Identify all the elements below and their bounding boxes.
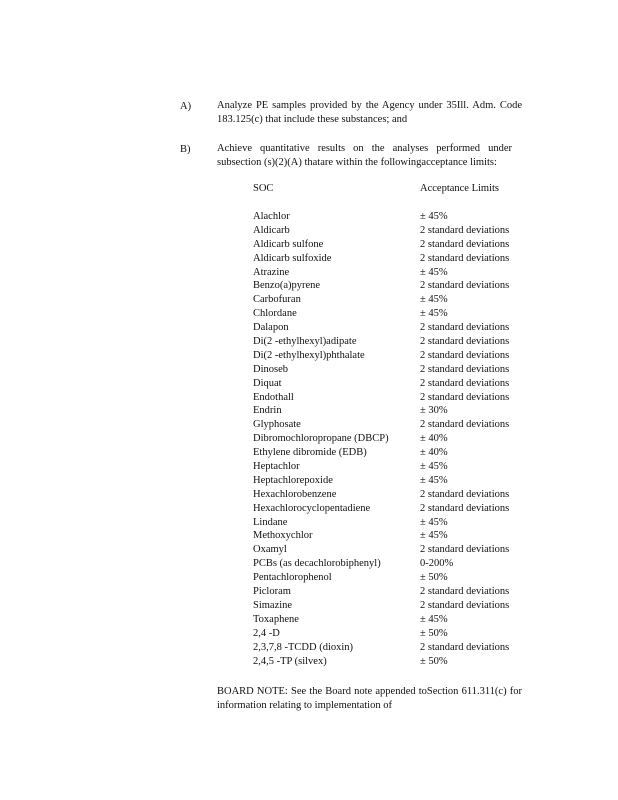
- soc-name: Pentachlorophenol: [253, 572, 332, 584]
- soc-name: 2,4 -D: [253, 627, 280, 639]
- table-row: [253, 391, 543, 405]
- acceptance-limit: ± 30%: [420, 405, 448, 417]
- acceptance-limit: 2 standard deviations: [420, 488, 510, 500]
- item-b-label: B): [180, 144, 191, 155]
- table-row: [253, 252, 543, 266]
- acceptance-limit: ± 45%: [420, 266, 448, 278]
- acceptance-limit: ± 45%: [420, 461, 448, 473]
- soc-name: Aldicarb sulfone: [253, 238, 324, 250]
- soc-name: Carbofuran: [253, 294, 301, 306]
- acceptance-limit: ± 50%: [420, 627, 448, 639]
- item-a-label: A): [180, 101, 192, 112]
- soc-name: Heptachlorepoxide: [253, 474, 333, 486]
- table-row: [253, 266, 543, 280]
- acceptance-limit: 2 standard deviations: [420, 224, 510, 236]
- acceptance-limit: 2 standard deviations: [420, 586, 510, 598]
- soc-name: Simazine: [253, 599, 293, 611]
- acceptance-limit: ± 50%: [420, 572, 448, 584]
- soc-name: PCBs (as decachlorobiphenyl): [253, 558, 381, 570]
- acceptance-limit: ± 45%: [420, 211, 448, 222]
- table-row: [253, 210, 543, 224]
- table-row: [253, 655, 543, 669]
- table-row: [253, 488, 543, 502]
- table-row: [253, 529, 543, 543]
- acceptance-limit: 2 standard deviations: [420, 599, 510, 611]
- acceptance-limit: 2 standard deviations: [420, 363, 510, 375]
- table-row: [253, 543, 543, 557]
- soc-name: Chlordane: [253, 308, 297, 320]
- acceptance-limit: 2 standard deviations: [420, 502, 510, 514]
- acceptance-limit: ± 40%: [420, 433, 448, 445]
- item-b-text: Achieve quantitative results on the analyses performed under subsection (s)(2)(A) thatare within the followingacceptance limits:: [217, 143, 512, 168]
- table-row: [253, 627, 543, 641]
- item-a-text: Analyze PE samples provided by the Agency under 35Ill. Adm. Code 183.125(c) that include these substances; and: [217, 100, 522, 125]
- header-acceptance-limits: Acceptance Limits: [420, 183, 500, 194]
- table-row: [253, 641, 543, 655]
- soc-name: Dalapon: [253, 322, 289, 334]
- table-row: [253, 557, 543, 571]
- table-row: [253, 377, 543, 391]
- acceptance-limit: 2 standard deviations: [420, 322, 510, 334]
- soc-name: Aldicarb sulfoxide: [253, 252, 332, 264]
- soc-name: 2,4,5 -TP (silvex): [253, 655, 327, 667]
- acceptance-limit: ± 50%: [420, 655, 448, 667]
- acceptance-limit: 2 standard deviations: [420, 391, 510, 403]
- soc-name: Methoxychlor: [253, 530, 313, 542]
- soc-name: Dibromochloropropane (DBCP): [253, 433, 389, 445]
- table-row: [253, 571, 543, 585]
- acceptance-limit: ± 45%: [420, 613, 448, 625]
- acceptance-limit: ± 45%: [420, 516, 448, 528]
- table-row: [253, 613, 543, 627]
- table-row: [253, 335, 543, 349]
- soc-name: Hexachlorocyclopentadiene: [253, 502, 371, 514]
- table-body: [253, 210, 543, 668]
- header-soc: SOC: [253, 183, 274, 194]
- soc-name: Dinoseb: [253, 363, 288, 375]
- soc-name: 2,3,7,8 -TCDD (dioxin): [253, 641, 354, 653]
- table-row: [253, 585, 543, 599]
- acceptance-limit: 2 standard deviations: [420, 252, 510, 264]
- soc-name: Glyphosate: [253, 419, 301, 431]
- soc-name: Diquat: [253, 377, 282, 389]
- table-row: [253, 460, 543, 474]
- table-row: [253, 432, 543, 446]
- soc-name: Endothall: [253, 391, 294, 403]
- acceptance-limit: 2 standard deviations: [420, 238, 510, 250]
- table-row: [253, 349, 543, 363]
- acceptance-limit: 2 standard deviations: [420, 280, 510, 292]
- table-row: [253, 599, 543, 613]
- acceptance-limit: 2 standard deviations: [420, 419, 510, 431]
- soc-name: Oxamyl: [253, 544, 287, 556]
- acceptance-limit: ± 45%: [420, 308, 448, 320]
- acceptance-limit: 2 standard deviations: [420, 349, 510, 361]
- acceptance-limit: ± 45%: [420, 474, 448, 486]
- acceptance-limit: 0-200%: [420, 558, 454, 570]
- acceptance-limit: ± 40%: [420, 447, 448, 459]
- acceptance-limits-table: [253, 183, 543, 668]
- table-row: [253, 502, 543, 516]
- soc-name: Heptachlor: [253, 461, 300, 473]
- table-row: [253, 307, 543, 321]
- acceptance-limit: 2 standard deviations: [420, 641, 510, 653]
- soc-name: Di(2 -ethylhexyl)adipate: [253, 336, 357, 348]
- acceptance-limit: 2 standard deviations: [420, 544, 510, 556]
- soc-name: Benzo(a)pyrene: [253, 280, 321, 292]
- table-row: [253, 474, 543, 488]
- table-row: [253, 516, 543, 530]
- soc-name: Hexachlorobenzene: [253, 488, 337, 500]
- soc-name: Lindane: [253, 516, 288, 528]
- table-header: [253, 183, 543, 210]
- table-row: [253, 404, 543, 418]
- soc-name: Picloram: [253, 586, 291, 598]
- table-row: [253, 321, 543, 335]
- table-row: [253, 363, 543, 377]
- acceptance-limit: ± 45%: [420, 294, 448, 306]
- soc-name: Ethylene dibromide (EDB): [253, 447, 367, 459]
- table-row: [253, 238, 543, 252]
- soc-name: Di(2 -ethylhexyl)phthalate: [253, 349, 365, 361]
- soc-name: Aldicarb: [253, 224, 290, 236]
- board-note: BOARD NOTE: See the Board note appended toSection 611.311(c) for information relating to implementation of: [217, 686, 522, 711]
- acceptance-limit: ± 45%: [420, 530, 448, 542]
- table-row: [253, 293, 543, 307]
- soc-name: Toxaphene: [253, 613, 299, 625]
- soc-name: Atrazine: [253, 266, 290, 278]
- table-row: [253, 224, 543, 238]
- table-row: [253, 279, 543, 293]
- soc-name: Endrin: [253, 405, 282, 417]
- table-row: [253, 446, 543, 460]
- soc-name: Alachlor: [253, 211, 290, 222]
- table-row: [253, 418, 543, 432]
- acceptance-limit: 2 standard deviations: [420, 377, 510, 389]
- acceptance-limit: 2 standard deviations: [420, 336, 510, 348]
